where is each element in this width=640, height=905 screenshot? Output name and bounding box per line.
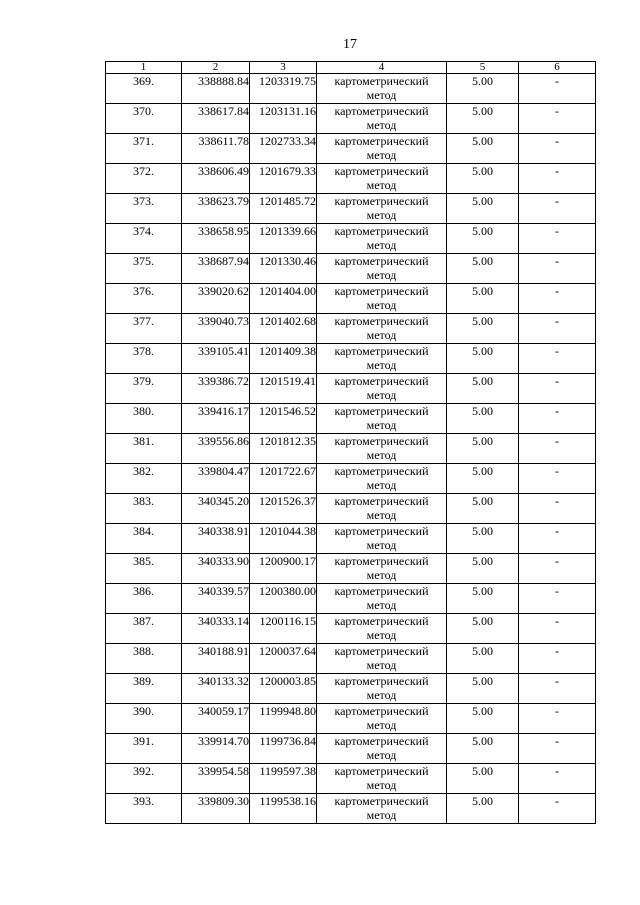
- error-cell: 5.00: [447, 794, 519, 824]
- point-number-cell: 389.: [106, 674, 182, 704]
- error-cell: 5.00: [447, 524, 519, 554]
- method-line-1: картометрический: [334, 764, 429, 778]
- method-line-2: метод: [366, 718, 397, 732]
- method-cell: [317, 794, 447, 824]
- point-number-cell: 373.: [106, 194, 182, 224]
- x-coordinate-cell: 339386.72: [182, 374, 250, 404]
- error-cell: 5.00: [447, 764, 519, 794]
- y-coordinate-cell: 1201044.38: [250, 524, 317, 554]
- method-line-1: картометрический: [334, 404, 429, 418]
- method-line-2: метод: [366, 88, 397, 102]
- method-cell: [317, 734, 447, 764]
- method-cell: [317, 374, 447, 404]
- point-number-cell: 378.: [106, 344, 182, 374]
- method-line-1: картометрический: [334, 164, 429, 178]
- method-line-1: картометрический: [334, 554, 429, 568]
- y-coordinate-cell: 1201402.68: [250, 314, 317, 344]
- y-coordinate-cell: 1200116.15: [250, 614, 317, 644]
- note-cell: -: [519, 104, 596, 134]
- x-coordinate-cell: 339556.86: [182, 434, 250, 464]
- error-cell: 5.00: [447, 164, 519, 194]
- method-cell: [317, 464, 447, 494]
- method-line-1: картометрический: [334, 434, 429, 448]
- table-row: [106, 494, 596, 524]
- page-number: 17: [343, 37, 357, 52]
- y-coordinate-cell: 1201330.46: [250, 254, 317, 284]
- point-number-cell: 375.: [106, 254, 182, 284]
- error-cell: 5.00: [447, 434, 519, 464]
- y-coordinate-cell: 1199736.84: [250, 734, 317, 764]
- x-coordinate-cell: 340345.20: [182, 494, 250, 524]
- table-row: [106, 164, 596, 194]
- method-line-2: метод: [366, 508, 397, 522]
- y-coordinate-cell: 1199948.80: [250, 704, 317, 734]
- x-coordinate-cell: 340188.91: [182, 644, 250, 674]
- y-coordinate-cell: 1201812.35: [250, 434, 317, 464]
- y-coordinate-cell: 1203131.16: [250, 104, 317, 134]
- method-cell: [317, 614, 447, 644]
- y-coordinate-cell: 1200003.85: [250, 674, 317, 704]
- point-number-cell: 392.: [106, 764, 182, 794]
- method-line-1: картометрический: [334, 734, 429, 748]
- point-number-cell: 369.: [106, 74, 182, 104]
- note-cell: -: [519, 374, 596, 404]
- note-cell: -: [519, 404, 596, 434]
- x-coordinate-cell: 340133.32: [182, 674, 250, 704]
- table-row: [106, 74, 596, 104]
- table-row: [106, 554, 596, 584]
- error-cell: 5.00: [447, 734, 519, 764]
- table-row: [106, 584, 596, 614]
- error-cell: 5.00: [447, 254, 519, 284]
- note-cell: -: [519, 434, 596, 464]
- table-row: [106, 434, 596, 464]
- y-coordinate-cell: 1201404.00: [250, 284, 317, 314]
- method-line-1: картометрический: [334, 194, 429, 208]
- point-number-cell: 390.: [106, 704, 182, 734]
- method-line-1: картометрический: [334, 254, 429, 268]
- x-coordinate-cell: 338611.78: [182, 134, 250, 164]
- method-line-2: метод: [366, 268, 397, 282]
- method-line-2: метод: [366, 568, 397, 582]
- point-number-cell: 384.: [106, 524, 182, 554]
- table-row: [106, 224, 596, 254]
- method-line-2: метод: [366, 388, 397, 402]
- table-row: [106, 284, 596, 314]
- note-cell: -: [519, 344, 596, 374]
- method-cell: [317, 554, 447, 584]
- x-coordinate-cell: 340059.17: [182, 704, 250, 734]
- table-row: [106, 704, 596, 734]
- method-cell: [317, 134, 447, 164]
- method-line-2: метод: [366, 298, 397, 312]
- x-coordinate-cell: 340339.57: [182, 584, 250, 614]
- method-line-2: метод: [366, 748, 397, 762]
- y-coordinate-cell: 1199538.16: [250, 794, 317, 824]
- method-line-2: метод: [366, 358, 397, 372]
- note-cell: -: [519, 734, 596, 764]
- error-cell: 5.00: [447, 314, 519, 344]
- method-line-2: метод: [366, 178, 397, 192]
- error-cell: 5.00: [447, 104, 519, 134]
- method-line-2: метод: [366, 208, 397, 222]
- y-coordinate-cell: 1202733.34: [250, 134, 317, 164]
- method-cell: [317, 494, 447, 524]
- error-cell: 5.00: [447, 644, 519, 674]
- table-row: [106, 254, 596, 284]
- method-cell: [317, 224, 447, 254]
- note-cell: -: [519, 554, 596, 584]
- point-number-cell: 374.: [106, 224, 182, 254]
- error-cell: 5.00: [447, 284, 519, 314]
- note-cell: -: [519, 614, 596, 644]
- point-number-cell: 381.: [106, 434, 182, 464]
- table-row: [106, 614, 596, 644]
- y-coordinate-cell: 1201485.72: [250, 194, 317, 224]
- table-row: [106, 464, 596, 494]
- note-cell: -: [519, 794, 596, 824]
- method-cell: [317, 314, 447, 344]
- column-header: 1: [106, 62, 182, 74]
- method-line-1: картометрический: [334, 614, 429, 628]
- method-line-1: картометрический: [334, 344, 429, 358]
- error-cell: 5.00: [447, 584, 519, 614]
- method-cell: [317, 764, 447, 794]
- method-line-2: метод: [366, 418, 397, 432]
- method-line-2: метод: [366, 238, 397, 252]
- point-number-cell: 393.: [106, 794, 182, 824]
- method-line-2: метод: [366, 658, 397, 672]
- method-line-2: метод: [366, 598, 397, 612]
- error-cell: 5.00: [447, 674, 519, 704]
- y-coordinate-cell: 1201722.67: [250, 464, 317, 494]
- method-cell: [317, 404, 447, 434]
- method-line-1: картометрический: [334, 374, 429, 388]
- note-cell: -: [519, 254, 596, 284]
- x-coordinate-cell: 338658.95: [182, 224, 250, 254]
- y-coordinate-cell: 1201679.33: [250, 164, 317, 194]
- x-coordinate-cell: 339105.41: [182, 344, 250, 374]
- point-number-cell: 380.: [106, 404, 182, 434]
- x-coordinate-cell: 339040.73: [182, 314, 250, 344]
- table-row: [106, 764, 596, 794]
- method-line-2: метод: [366, 478, 397, 492]
- method-cell: [317, 524, 447, 554]
- method-line-2: метод: [366, 628, 397, 642]
- method-line-1: картометрический: [334, 794, 429, 808]
- table-row: [106, 134, 596, 164]
- note-cell: -: [519, 704, 596, 734]
- method-cell: [317, 254, 447, 284]
- table-header-row: [106, 62, 596, 74]
- method-cell: [317, 644, 447, 674]
- method-cell: [317, 104, 447, 134]
- y-coordinate-cell: 1201546.52: [250, 404, 317, 434]
- coordinates-table: [105, 61, 596, 824]
- note-cell: -: [519, 224, 596, 254]
- method-cell: [317, 344, 447, 374]
- method-line-1: картометрический: [334, 644, 429, 658]
- x-coordinate-cell: 338606.49: [182, 164, 250, 194]
- x-coordinate-cell: 338623.79: [182, 194, 250, 224]
- method-cell: [317, 674, 447, 704]
- note-cell: -: [519, 764, 596, 794]
- note-cell: -: [519, 164, 596, 194]
- table-row: [106, 374, 596, 404]
- method-cell: [317, 584, 447, 614]
- note-cell: -: [519, 74, 596, 104]
- x-coordinate-cell: 338888.84: [182, 74, 250, 104]
- error-cell: 5.00: [447, 134, 519, 164]
- method-line-2: метод: [366, 118, 397, 132]
- point-number-cell: 370.: [106, 104, 182, 134]
- point-number-cell: 372.: [106, 164, 182, 194]
- x-coordinate-cell: 340333.90: [182, 554, 250, 584]
- method-line-1: картометрический: [334, 224, 429, 238]
- note-cell: -: [519, 194, 596, 224]
- error-cell: 5.00: [447, 494, 519, 524]
- point-number-cell: 391.: [106, 734, 182, 764]
- method-cell: [317, 74, 447, 104]
- x-coordinate-cell: 339020.62: [182, 284, 250, 314]
- error-cell: 5.00: [447, 704, 519, 734]
- point-number-cell: 377.: [106, 314, 182, 344]
- table-row: [106, 734, 596, 764]
- table-row: [106, 404, 596, 434]
- point-number-cell: 387.: [106, 614, 182, 644]
- error-cell: 5.00: [447, 344, 519, 374]
- column-header: 5: [447, 62, 519, 74]
- x-coordinate-cell: 338687.94: [182, 254, 250, 284]
- point-number-cell: 376.: [106, 284, 182, 314]
- method-cell: [317, 434, 447, 464]
- method-line-2: метод: [366, 688, 397, 702]
- method-line-2: метод: [366, 448, 397, 462]
- y-coordinate-cell: 1200380.00: [250, 584, 317, 614]
- method-line-1: картометрический: [334, 284, 429, 298]
- point-number-cell: 383.: [106, 494, 182, 524]
- table-row: [106, 104, 596, 134]
- method-line-2: метод: [366, 808, 397, 822]
- method-line-2: метод: [366, 538, 397, 552]
- method-line-1: картометрический: [334, 494, 429, 508]
- x-coordinate-cell: 339416.17: [182, 404, 250, 434]
- error-cell: 5.00: [447, 464, 519, 494]
- method-line-1: картометрический: [334, 74, 429, 88]
- note-cell: -: [519, 494, 596, 524]
- x-coordinate-cell: 340338.91: [182, 524, 250, 554]
- method-line-1: картометрический: [334, 674, 429, 688]
- method-line-1: картометрический: [334, 314, 429, 328]
- point-number-cell: 386.: [106, 584, 182, 614]
- table-row: [106, 794, 596, 824]
- note-cell: -: [519, 584, 596, 614]
- note-cell: -: [519, 644, 596, 674]
- note-cell: -: [519, 524, 596, 554]
- method-cell: [317, 284, 447, 314]
- table-row: [106, 524, 596, 554]
- note-cell: -: [519, 284, 596, 314]
- x-coordinate-cell: 340333.14: [182, 614, 250, 644]
- error-cell: 5.00: [447, 614, 519, 644]
- point-number-cell: 382.: [106, 464, 182, 494]
- x-coordinate-cell: 339954.58: [182, 764, 250, 794]
- point-number-cell: 388.: [106, 644, 182, 674]
- note-cell: -: [519, 314, 596, 344]
- x-coordinate-cell: 338617.84: [182, 104, 250, 134]
- method-line-1: картометрический: [334, 134, 429, 148]
- method-cell: [317, 704, 447, 734]
- error-cell: 5.00: [447, 194, 519, 224]
- table-row: [106, 344, 596, 374]
- method-line-1: картометрический: [334, 524, 429, 538]
- y-coordinate-cell: 1201526.37: [250, 494, 317, 524]
- method-line-2: метод: [366, 778, 397, 792]
- x-coordinate-cell: 339804.47: [182, 464, 250, 494]
- error-cell: 5.00: [447, 374, 519, 404]
- note-cell: -: [519, 464, 596, 494]
- table-row: [106, 644, 596, 674]
- table-row: [106, 314, 596, 344]
- method-line-1: картометрический: [334, 464, 429, 478]
- y-coordinate-cell: 1201519.41: [250, 374, 317, 404]
- table-row: [106, 674, 596, 704]
- method-line-1: картометрический: [334, 104, 429, 118]
- x-coordinate-cell: 339914.70: [182, 734, 250, 764]
- y-coordinate-cell: 1201339.66: [250, 224, 317, 254]
- y-coordinate-cell: 1203319.75: [250, 74, 317, 104]
- error-cell: 5.00: [447, 554, 519, 584]
- error-cell: 5.00: [447, 74, 519, 104]
- column-header: 4: [317, 62, 447, 74]
- table-body: [106, 74, 596, 824]
- point-number-cell: 385.: [106, 554, 182, 584]
- column-header: 2: [182, 62, 250, 74]
- x-coordinate-cell: 339809.30: [182, 794, 250, 824]
- note-cell: -: [519, 674, 596, 704]
- error-cell: 5.00: [447, 224, 519, 254]
- method-line-2: метод: [366, 328, 397, 342]
- y-coordinate-cell: 1200037.64: [250, 644, 317, 674]
- column-header: 3: [250, 62, 317, 74]
- error-cell: 5.00: [447, 404, 519, 434]
- table-row: [106, 194, 596, 224]
- point-number-cell: 379.: [106, 374, 182, 404]
- method-line-1: картометрический: [334, 704, 429, 718]
- method-cell: [317, 194, 447, 224]
- method-cell: [317, 164, 447, 194]
- point-number-cell: 371.: [106, 134, 182, 164]
- note-cell: -: [519, 134, 596, 164]
- y-coordinate-cell: 1201409.38: [250, 344, 317, 374]
- column-header: 6: [519, 62, 596, 74]
- method-line-2: метод: [366, 148, 397, 162]
- method-line-1: картометрический: [334, 584, 429, 598]
- y-coordinate-cell: 1200900.17: [250, 554, 317, 584]
- y-coordinate-cell: 1199597.38: [250, 764, 317, 794]
